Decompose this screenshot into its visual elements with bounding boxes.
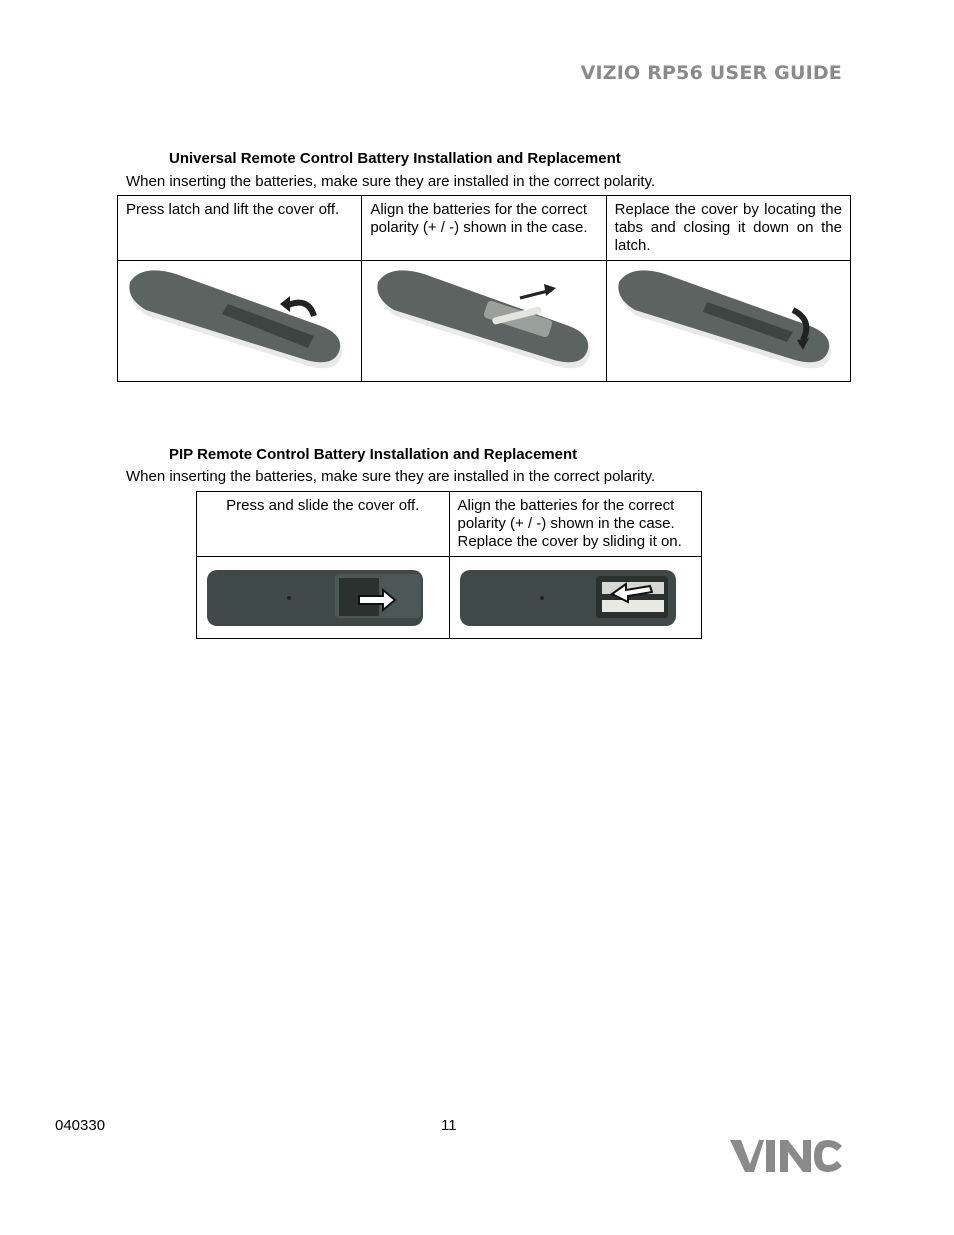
pip-section-title: PIP Remote Control Battery Installation and Replacement [169, 446, 578, 463]
universal-step-3-image [606, 261, 850, 382]
guide-header: VIZIO RP56 USER GUIDE [580, 62, 842, 84]
pip-steps-table [196, 491, 702, 639]
remote-latch-lift-illustration [118, 266, 348, 376]
pip-step-1-image [197, 557, 450, 639]
universal-step-1-image [118, 261, 362, 382]
universal-step-1-text: Press latch and lift the cover off. [118, 196, 362, 261]
pip-polarity-note: When inserting the batteries, make sure they are installed in the correct polarity. [126, 468, 656, 485]
remote-cover-close-illustration [607, 266, 837, 376]
remote-battery-align-illustration [362, 266, 592, 376]
pip-step-2-text: Align the batteries for the correct polarity (+ / -) shown in the case. Replace the cover by sliding it on. [449, 492, 702, 557]
universal-steps-table [117, 195, 851, 382]
pip-step-1-text: Press and slide the cover off. [197, 492, 450, 557]
pip-remote-battery-illustration [450, 562, 686, 634]
universal-polarity-note: When inserting the batteries, make sure they are installed in the correct polarity. [126, 173, 656, 190]
page-number: 11 [441, 1117, 457, 1134]
pip-remote-slide-illustration [197, 562, 433, 634]
universal-section-title: Universal Remote Control Battery Installation and Replacement [169, 150, 621, 167]
document-code: 040330 [55, 1117, 106, 1134]
vinc-logo [728, 1136, 844, 1176]
universal-step-2-text: Align the batteries for the correct polarity (+ / -) shown in the case. [362, 196, 606, 261]
universal-step-2-image [362, 261, 606, 382]
pip-step-2-image [449, 557, 702, 639]
universal-step-3-text: Replace the cover by locating the tabs and closing it down on the latch. [606, 196, 850, 261]
